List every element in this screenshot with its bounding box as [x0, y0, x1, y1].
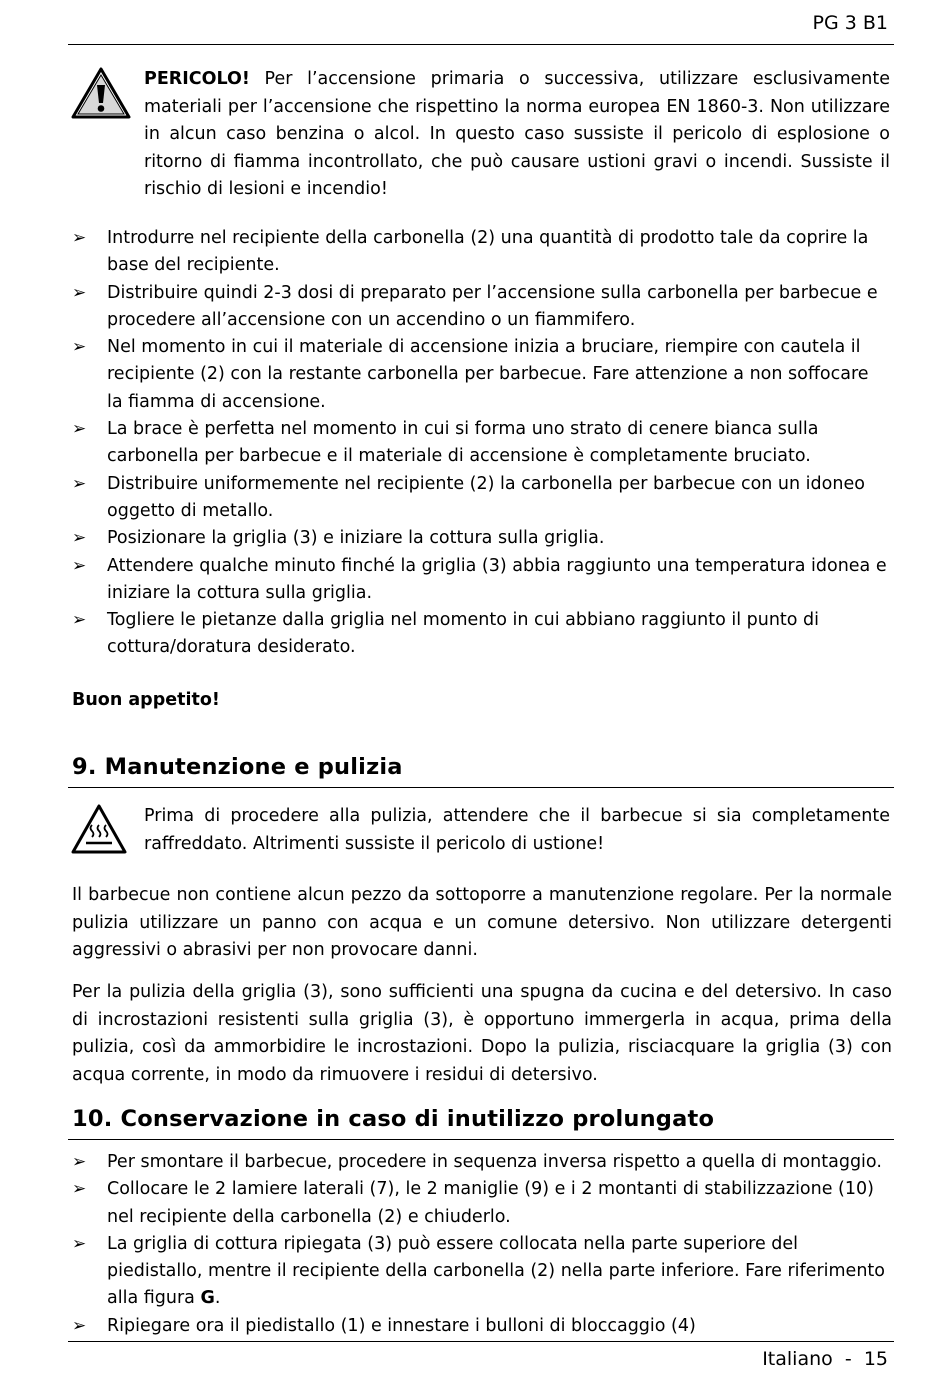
- section-10-title: 10. Conservazione in caso di inutilizzo prolungato: [72, 1106, 715, 1132]
- grill-cleaning-paragraph: Per la pulizia della griglia (3), sono sufficienti una spugna da cucina e del detersivo. In caso di incrostazioni resistenti sulla griglia (3), è opportuno immergerla in acqua, prima della pulizia, così da ammorbidire le incrostazioni. Dopo la pulizia, risciacquare la griglia (3) con acqua corrente, in modo da rimuovere i residui di detersivo.: [72, 982, 892, 1085]
- danger-body: Per l’accensione primaria o successiva, utilizzare esclusivamente materiali per l’accensione che rispettino la norma europea EN 1860-3. Non utilizzare in alcun caso benzina o alcol. In questo caso sussiste il pericolo di esplosione o ritorno di fiamma incontrollato, che può causare ustioni gravi o incendi. Sussiste il rischio di lesioni e incendio!: [144, 69, 890, 199]
- list-item: ➢ Attendere qualche minuto finché la griglia (3) abbia raggiunto una temperatura idonea e iniziare la cottura sulla griglia.: [72, 553, 887, 608]
- hot-surface-notice-text: Prima di procedere alla pulizia, attendere che il barbecue si sia completamente raffreddato. Altrimenti sussiste il pericolo di ustione!: [144, 806, 890, 854]
- maintenance-paragraph: Il barbecue non contiene alcun pezzo da sottoporre a manutenzione regolare. Per la normale pulizia utilizzare un panno con acqua e un comune detersivo. Non utilizzare detergenti aggressivi o abrasivi per non provocare danni.: [72, 885, 892, 960]
- hot-surface-notice: [70, 803, 890, 858]
- list-item: ➢ La brace è perfetta nel momento in cui si forma uno strato di cenere bianca sulla carbonella per barbecue e il materiale di accensione è completamente bruciato.: [72, 416, 887, 471]
- arrow-bullet-icon: ➢: [72, 1233, 87, 1254]
- footer-separator: -: [844, 1348, 852, 1370]
- section-10-rule: [68, 1139, 894, 1140]
- page-footer: [762, 1348, 888, 1370]
- section-9-title: 9. Manutenzione e pulizia: [72, 754, 403, 780]
- figure-reference: G: [200, 1288, 215, 1309]
- arrow-bullet-icon: ➢: [72, 337, 87, 358]
- arrow-bullet-icon: ➢: [72, 419, 87, 440]
- list-item: ➢ Togliere le pietanze dalla griglia nel momento in cui abbiano raggiunto il punto di cottura/doratura desiderato.: [72, 607, 887, 662]
- arrow-bullet-icon: ➢: [72, 528, 87, 549]
- closing-remark: Buon appetito!: [72, 690, 220, 710]
- list-item: ➢ La griglia di cottura ripiegata (3) può essere collocata nella parte superiore del piedistallo, mentre il recipiente della carbonella (2) nella parte inferiore. Fare riferimento alla figura G.: [72, 1231, 887, 1313]
- arrow-bullet-icon: ➢: [72, 282, 87, 303]
- arrow-bullet-icon: ➢: [72, 555, 87, 576]
- list-item: ➢ Per smontare il barbecue, procedere in sequenza inversa rispetto a quella di montaggio.: [72, 1149, 887, 1176]
- arrow-bullet-icon: ➢: [72, 1315, 87, 1336]
- header-rule: [68, 44, 894, 45]
- exclamation-triangle-icon: [70, 66, 132, 120]
- document-model-code: PG 3 B1: [812, 12, 888, 34]
- danger-label: PERICOLO!: [144, 69, 250, 89]
- list-item: ➢ Posizionare la griglia (3) e iniziare la cottura sulla griglia.: [72, 525, 887, 552]
- arrow-bullet-icon: ➢: [72, 1152, 87, 1172]
- arrow-bullet-icon: ➢: [72, 610, 87, 631]
- list-item: ➢ Distribuire quindi 2-3 dosi di preparato per l’accensione sulla carbonella per barbecue e procedere all’accensione con un accendino o un fiammifero.: [72, 280, 887, 335]
- list-item: ➢ Distribuire uniformemente nel recipiente (2) la carbonella per barbecue con un idoneo oggetto di metallo.: [72, 471, 887, 526]
- footer-rule: [68, 1341, 894, 1342]
- arrow-bullet-icon: ➢: [72, 228, 87, 248]
- section-9-rule: [68, 787, 894, 788]
- page-number: 15: [863, 1348, 888, 1370]
- footer-language: Italiano: [762, 1348, 833, 1370]
- danger-notice: [70, 66, 890, 204]
- arrow-bullet-icon: ➢: [72, 473, 87, 494]
- hot-surface-icon: [70, 803, 128, 855]
- list-item: ➢ Collocare le 2 lamiere laterali (7), le 2 maniglie (9) e i 2 montanti di stabilizzazione (10) nel recipiente della carbonella (2) e chiuderlo.: [72, 1176, 887, 1231]
- list-item: ➢ Nel momento in cui il materiale di accensione inizia a bruciare, riempire con cautela il recipiente (2) con la restante carbonella per barbecue. Fare attenzione a non soffocare la fiamma di accensione.: [72, 334, 887, 416]
- list-item: ➢ Introdurre nel recipiente della carbonella (2) una quantità di prodotto tale da coprire la base del recipiente.: [72, 225, 887, 280]
- storage-steps-list: [72, 1149, 887, 1340]
- list-item: ➢ Ripiegare ora il piedistallo (1) e innestare i bulloni di bloccaggio (4): [72, 1313, 887, 1340]
- danger-notice-text: [144, 66, 890, 204]
- grilling-steps-list: [72, 225, 887, 662]
- arrow-bullet-icon: ➢: [72, 1179, 87, 1200]
